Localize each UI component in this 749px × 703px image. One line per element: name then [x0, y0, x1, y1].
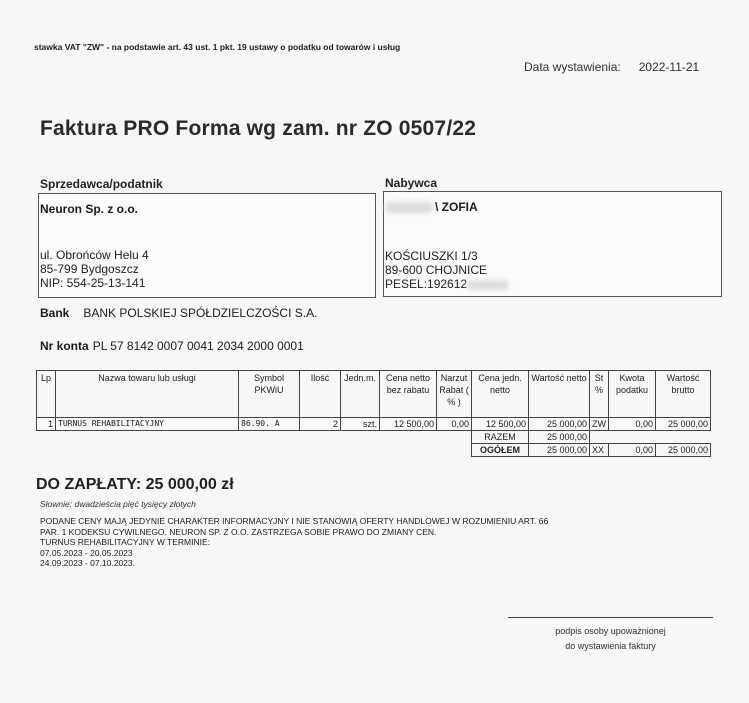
note-line: 07.05.2023 - 20.05.2023 [40, 547, 133, 558]
table-header-row [37, 371, 711, 418]
seller-street: ul. Obrońców Helu 4 [40, 248, 149, 262]
buyer-heading: Nabywca [385, 176, 438, 190]
signature-line2: do wystawienia faktury [565, 641, 656, 651]
issue-date-value: 2022-11-21 [638, 60, 700, 74]
razem-label: RAZEM [472, 431, 529, 444]
redaction-blur [467, 280, 509, 290]
notes [40, 516, 548, 569]
ogolem-net-value: 25 000,00 [529, 444, 590, 457]
col-net-price: Cena netto bez rabatu [380, 371, 437, 418]
row-symbol: 86.90. A [239, 418, 300, 431]
account-label: Nr konta [40, 339, 89, 353]
row-net-price: 12 500,00 [380, 418, 437, 431]
table-row [37, 418, 711, 431]
buyer-street: KOŚCIUSZKI 1/3 [385, 249, 478, 263]
seller-address [40, 248, 149, 290]
row-qty: 2 [300, 418, 341, 431]
note-line: PODANE CENY MAJĄ JEDYNIE CHARAKTER INFORMACYJNY I NIE STANOWIĄ OFERTY HANDLOWEJ W ROZUMIENIU ART. 66 [40, 516, 549, 526]
vat-note: stawka VAT "ZW" - na podstawie art. 43 ust. 1 pkt. 19 ustawy o podatku od towarów i usług [34, 42, 401, 52]
col-gross: Wartość brutto [656, 371, 711, 418]
row-lp: 1 [37, 418, 56, 431]
ogolem-tax: 0,00 [609, 444, 656, 457]
row-name: TURNUS REHABILITACYJNY [56, 418, 239, 431]
col-markup: Narzut Rabat ( % ) [437, 371, 472, 418]
razem-row [37, 431, 711, 444]
buyer-pesel [385, 277, 509, 291]
bank-line [40, 306, 317, 320]
row-net-value: 25 000,00 [529, 418, 590, 431]
amount-due: DO ZAPŁATY: 25 000,00 zł [36, 476, 234, 493]
row-gross: 25 000,00 [656, 418, 711, 431]
buyer-address [385, 249, 509, 291]
ogolem-gross: 25 000,00 [656, 444, 711, 457]
redaction-blur [385, 202, 433, 213]
row-unit-net: 12 500,00 [472, 418, 529, 431]
col-rate: St % [590, 371, 609, 418]
seller-city: 85-799 Bydgoszcz [40, 262, 139, 276]
note-line: TURNUS REHABILITACYJNY W TERMINIE: [40, 537, 211, 547]
amount-in-words: Słownie: dwadzieścia pięć tysięcy złotych [40, 499, 196, 509]
account-line [40, 339, 304, 353]
col-tax: Kwota podatku [609, 371, 656, 418]
row-unit: szt. [341, 418, 380, 431]
row-tax: 0,00 [609, 418, 656, 431]
col-unit-net: Cena jedn. netto [472, 371, 529, 418]
issue-date [524, 60, 699, 74]
seller-nip: NIP: 554-25-13-141 [40, 276, 146, 290]
razem-net-value: 25 000,00 [529, 431, 590, 444]
buyer-name [385, 200, 478, 214]
row-markup: 0,00 [437, 418, 472, 431]
bank-value: BANK POLSKIEJ SPÓŁDZIELCZOŚCI S.A. [83, 306, 318, 320]
buyer-city: 89-600 CHOJNICE [385, 263, 488, 277]
note-line: PAR. 1 KODEKSU CYWILNEGO. NEURON SP. Z O.O. ZASTRZEGA SOBIE PRAWO DO ZMIANY CEN. [40, 526, 437, 537]
account-value: PL 57 8142 0007 0041 2034 2000 0001 [92, 339, 304, 353]
ogolem-rate: XX [590, 444, 609, 457]
note-line: 24.09.2023 - 07.10.2023. [40, 558, 135, 568]
col-symbol: Symbol PKWiU [239, 371, 300, 418]
seller-heading: Sprzedawca/podatnik [40, 177, 163, 191]
seller-name: Neuron Sp. z o.o. [40, 202, 138, 216]
signature-line [508, 617, 713, 618]
signature-line1: podpis osoby upoważnionej [555, 626, 666, 636]
col-unit: Jedn.m. [341, 371, 380, 418]
buyer-name-text: \ ZOFIA [435, 200, 478, 214]
buyer-pesel-text: PESEL:192612 [385, 277, 468, 291]
issue-date-label: Data wystawienia: [524, 60, 621, 74]
row-rate: ZW [590, 418, 609, 431]
col-qty: Ilość [300, 371, 341, 418]
signature-caption [508, 624, 713, 654]
bank-label: Bank [40, 306, 70, 320]
ogolem-row [37, 444, 711, 457]
ogolem-label: OGÓŁEM [472, 444, 529, 457]
col-name: Nazwa towaru lub usługi [56, 371, 239, 418]
col-lp: Lp [37, 371, 56, 418]
items-table [36, 370, 711, 457]
invoice-title: Faktura PRO Forma wg zam. nr ZO 0507/22 [40, 117, 477, 140]
col-net-value: Wartość netto [529, 371, 590, 418]
